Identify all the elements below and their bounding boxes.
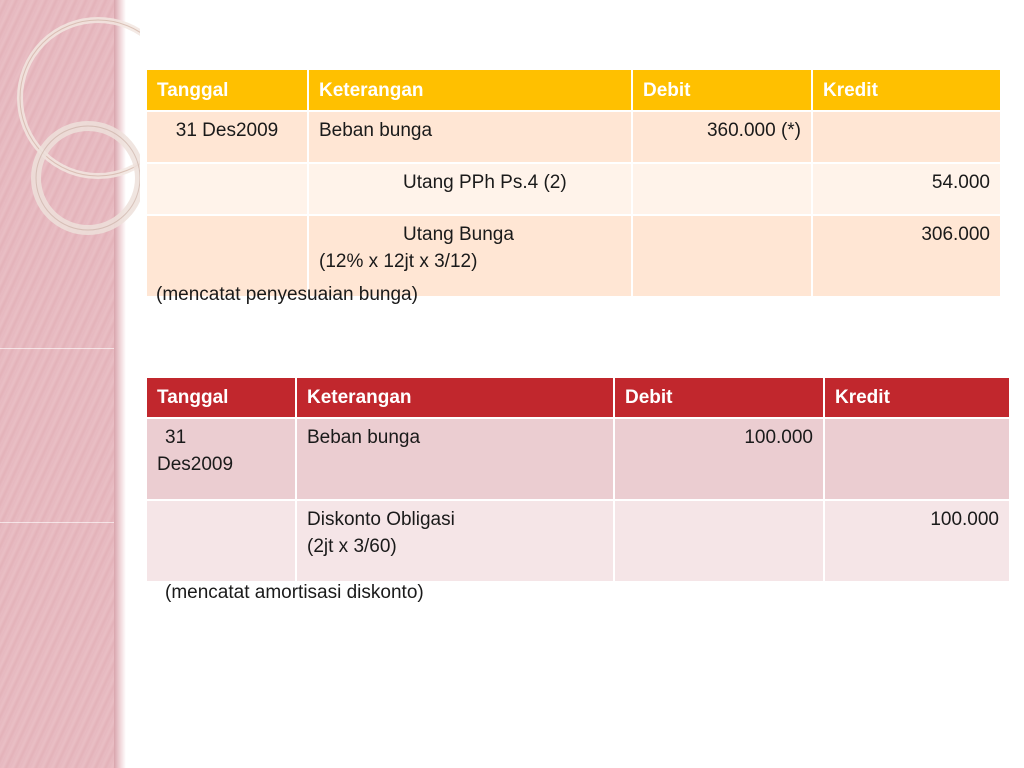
cell-keterangan: Beban bunga bbox=[296, 418, 614, 500]
panel-seam bbox=[0, 348, 114, 349]
cell-debit bbox=[632, 215, 812, 297]
date-text: 31 Des2009 bbox=[175, 120, 279, 141]
journal-table-interest-adjustment bbox=[145, 68, 1002, 298]
cell-debit: 100.000 bbox=[614, 418, 824, 500]
cell-kredit bbox=[812, 111, 1001, 163]
cell-kredit bbox=[824, 418, 1010, 500]
decorative-rings bbox=[0, 0, 140, 260]
cell-tanggal bbox=[146, 111, 308, 163]
date-month-text: Des2009 bbox=[157, 454, 234, 475]
cell-keterangan bbox=[308, 163, 632, 215]
cell-kredit: 306.000 bbox=[812, 215, 1001, 297]
header-debit: Debit bbox=[632, 69, 812, 111]
header-tanggal: Tanggal bbox=[146, 69, 308, 111]
header-tanggal: Tanggal bbox=[146, 377, 296, 418]
table-row bbox=[146, 111, 1001, 163]
cell-keterangan: Beban bunga bbox=[308, 111, 632, 163]
cell-debit bbox=[614, 500, 824, 582]
cell-debit bbox=[632, 163, 812, 215]
cell-tanggal bbox=[146, 500, 296, 582]
cell-tanggal bbox=[146, 418, 296, 500]
table1-note: (mencatat penyesuaian bunga) bbox=[156, 284, 418, 305]
date-day-text: 31 bbox=[165, 427, 187, 448]
journal-table-discount-amortization bbox=[145, 376, 1011, 583]
table-header-row bbox=[146, 69, 1001, 111]
cell-tanggal bbox=[146, 163, 308, 215]
header-keterangan: Keterangan bbox=[296, 377, 614, 418]
header-keterangan: Keterangan bbox=[308, 69, 632, 111]
table-row bbox=[146, 500, 1010, 582]
header-debit: Debit bbox=[614, 377, 824, 418]
table-header-row bbox=[146, 377, 1010, 418]
cell-keterangan bbox=[296, 500, 614, 582]
cell-kredit: 100.000 bbox=[824, 500, 1010, 582]
account-text: Diskonto Obligasi bbox=[307, 509, 455, 530]
cell-debit: 360.000 (*) bbox=[632, 111, 812, 163]
table2-note: (mencatat amortisasi diskonto) bbox=[165, 582, 424, 603]
header-kredit: Kredit bbox=[824, 377, 1010, 418]
header-kredit: Kredit bbox=[812, 69, 1001, 111]
table-row bbox=[146, 163, 1001, 215]
calculation-text: (2jt x 3/60) bbox=[307, 536, 397, 557]
panel-seam bbox=[0, 522, 114, 523]
account-text: Utang Bunga bbox=[403, 224, 514, 245]
calculation-text: (12% x 12jt x 3/12) bbox=[319, 251, 478, 272]
account-text: Utang PPh Ps.4 (2) bbox=[403, 172, 567, 193]
cell-kredit: 54.000 bbox=[812, 163, 1001, 215]
table-row bbox=[146, 418, 1010, 500]
